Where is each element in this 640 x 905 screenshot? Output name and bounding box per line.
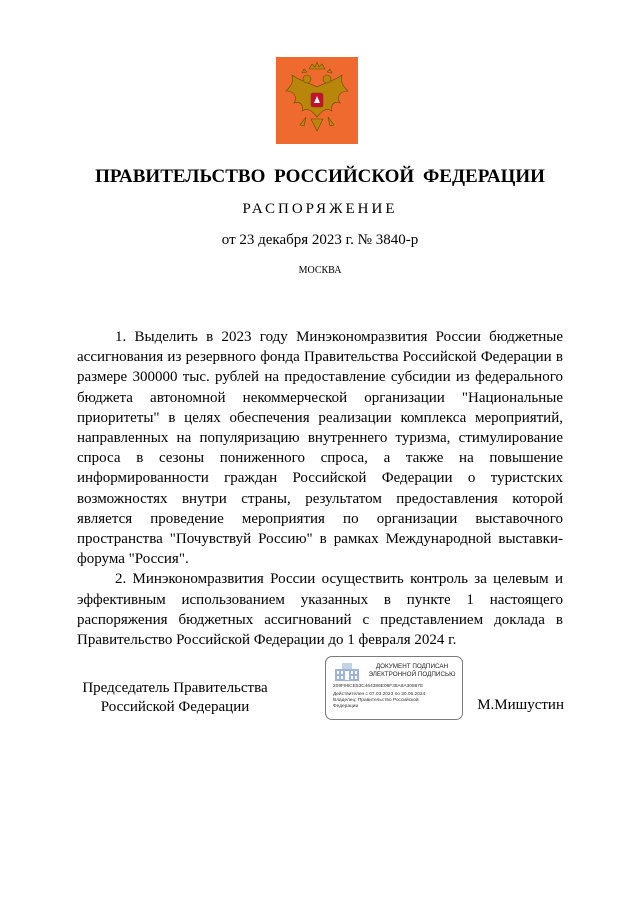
signatory-position [64,679,286,717]
paragraph-1: 1. Выделить в 2023 году Минэкономразвития России бюджетные ассигнования из резервного фонда Правительства Российской Федерации в размере 300000 тыс. рублей на предоставление субсидии из федерального бюджета автономной некоммерческой организации "Национальные приоритеты" в целях обеспечения реализации комплекса мероприятий, направленных на популяризацию внутреннего туризма, стимулирование спроса в сезоны пониженного спроса, а также на повышение информированности граждан Российской Федерации о туристских возможностях внутри страны, результатом предоставления которой является проведение мероприятия по организации выставочного пространства "Почувствуй Россию" в рамках Международной выставки-форума "Россия". [77,329,563,568]
government-building-icon [333,662,361,682]
document-city: МОСКВА [298,265,342,276]
paragraph-2: 2. Минэкономразвития России осуществить контроль за целевым и эффективным использованием указанных в пункте 1 настоящего распоряжения бюджетных ассигнований с представлением доклада в Правительство Российской Федерации до 1 февраля 2024 г. [77,571,563,649]
stamp-title [364,663,460,679]
stamp-title-line2: ЭЛЕКТРОННОЙ ПОДПИСЬЮ [368,671,456,678]
document-body [77,327,563,650]
signatory-position-line1: Председатель Правительства [82,680,268,696]
electronic-signature-stamp [325,656,463,720]
stamp-title-line1: ДОКУМЕНТ ПОДПИСАН [375,663,449,670]
document-date-number: от 23 декабря 2023 г. № 3840-р [221,232,419,248]
coat-of-arms-icon [276,57,358,144]
stamp-owner: Владелец: Правительство Российской Федерации [333,698,419,709]
document-type: РАСПОРЯЖЕНИЕ [242,201,398,217]
government-title: ПРАВИТЕЛЬСТВО РОССИЙСКОЙ ФЕДЕРАЦИИ [95,166,545,187]
signatory-name: М.Мишустин [477,697,564,713]
stamp-validity: Действителен с 07.03.2023 по 30.05.2024 [333,692,426,697]
signatory-position-line2: Российской Федерации [100,699,250,715]
stamp-certificate: 209F96CE53C464386E08F38A8A30867E [333,684,424,689]
